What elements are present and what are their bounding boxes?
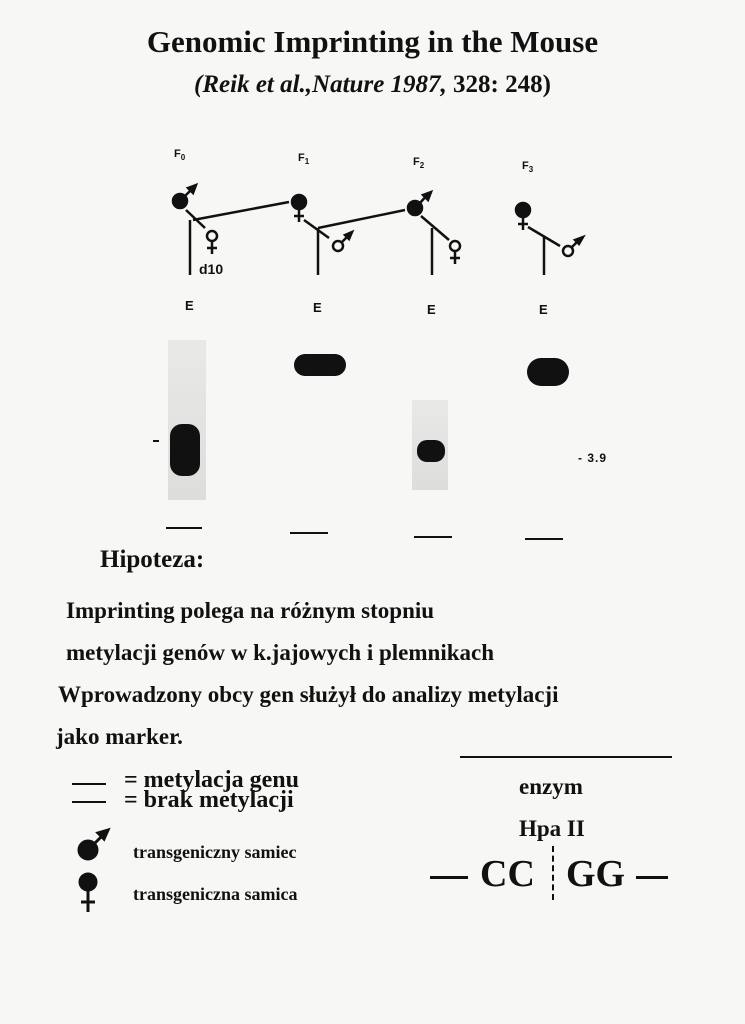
legend-methylation-bar bbox=[72, 783, 106, 785]
generation-label-f3: $F_3$ bbox=[522, 160, 534, 175]
female-icon-f2 bbox=[450, 241, 460, 264]
lane-tick bbox=[153, 440, 159, 442]
methylation-bar-lane-3 bbox=[414, 536, 452, 538]
size-marker: - 3.9 bbox=[578, 451, 608, 465]
sequence-right: GG bbox=[566, 853, 626, 895]
methylation-bar-lane-1 bbox=[166, 527, 202, 529]
female-icon-f1 bbox=[292, 195, 306, 222]
legend-female-label: transgeniczna samica bbox=[133, 884, 298, 904]
hypothesis-line-4: jako marker. bbox=[56, 724, 183, 749]
sequence-left: CC bbox=[480, 853, 535, 895]
methylation-bar-lane-4 bbox=[525, 538, 563, 540]
male-icon-f1 bbox=[333, 232, 352, 251]
pedigree-diagram bbox=[0, 140, 745, 290]
legend-symbols bbox=[70, 826, 115, 916]
hypothesis-heading: Hipoteza: bbox=[100, 546, 205, 573]
generation-label-f1: $F_1$ bbox=[298, 152, 310, 167]
female-icon bbox=[80, 874, 96, 912]
legend-methylation-label: = metylacja genu bbox=[124, 767, 299, 793]
legend-male-label: transgeniczny samiec bbox=[133, 842, 297, 862]
female-icon-f3 bbox=[516, 203, 530, 230]
enzyme-name: Hpa II bbox=[519, 816, 585, 841]
hypothesis-line-3: Wprowadzony obcy gen służył do analizy metylacji bbox=[58, 682, 559, 707]
day-label: d10 bbox=[199, 261, 224, 277]
male-icon-f0 bbox=[173, 185, 196, 208]
gel-smear-lane-1 bbox=[168, 340, 206, 500]
page-title: Genomic Imprinting in the Mouse bbox=[146, 24, 599, 59]
cut-site-line bbox=[552, 846, 554, 900]
enzyme-label: enzym bbox=[519, 774, 583, 799]
female-icon-f0 bbox=[207, 231, 217, 254]
lane-label-4: E bbox=[539, 302, 548, 317]
enzyme-divider bbox=[460, 756, 672, 758]
male-icon-f2 bbox=[408, 192, 431, 215]
legend-no-methylation-bar bbox=[72, 801, 106, 803]
lane-label-3: E bbox=[427, 302, 436, 317]
gel-band-lane-3 bbox=[417, 440, 445, 462]
generation-label-f0: $F_0$ bbox=[174, 148, 186, 163]
gel-band-lane-2 bbox=[294, 354, 346, 376]
sequence-right-dash bbox=[636, 876, 668, 879]
male-icon-f3 bbox=[563, 237, 583, 256]
hypothesis-line-1: Imprinting polega na różnym stopniu bbox=[66, 598, 435, 623]
generation-label-f2: $F_2$ bbox=[413, 156, 425, 171]
methylation-bar-lane-2 bbox=[290, 532, 328, 534]
gel-band-lane-1 bbox=[170, 424, 200, 476]
citation-italic: (Reik et al.,Nature 1987, bbox=[194, 71, 447, 98]
gel-band-lane-4 bbox=[527, 358, 569, 386]
male-icon bbox=[79, 830, 108, 859]
citation bbox=[0, 71, 745, 99]
legend-no-methylation-label: = brak metylacji bbox=[124, 787, 294, 813]
sequence-left-dash bbox=[430, 876, 468, 879]
citation-rest: 328: 248) bbox=[446, 71, 551, 98]
lane-label-1: E bbox=[185, 298, 194, 313]
lane-label-2: E bbox=[313, 300, 322, 315]
hypothesis-line-2: metylacji genów w k.jajowych i plemnikach bbox=[66, 640, 495, 665]
